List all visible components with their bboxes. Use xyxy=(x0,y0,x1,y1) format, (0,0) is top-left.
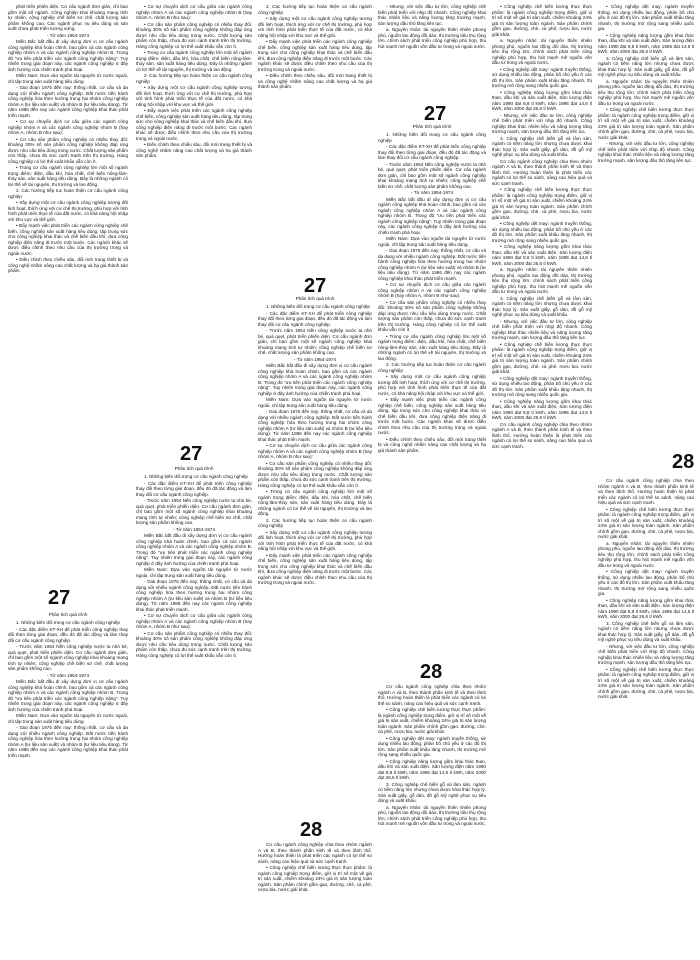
paragraph: • Xây dựng một cơ cấu ngành công nghiệp tương đối linh hoạt, thích ứng với cơ chế thị trường, phù hợp với tình hình phát triển thực tế của đất nước, có khả năng hội nhập với khu vực và thế giới. xyxy=(136,85,252,107)
paragraph: • Cơ cấu sản phẩm công nghiệp có nhiều thay đổi: khoảng 30% số sản phẩm công nghiệp không đáp ứng được nhu cầu tiêu dùng trong nước. Chất lượng sản phẩm còn thấp, chưa đủ sức cạnh tranh trên thị trường. Hàng công nghiệp có lợi thế xuất khẩu vẫn còn ít. xyxy=(258,460,372,488)
paragraph: a. Nguyên nhân: tài nguyên thiên nhiên phong phú, nguồn lao động dồi dào, thị trường tiêu thụ rộng lớn, chính sách phát triển công nghiệp phù hợp, thu hút mạnh mẽ nguồn vốn đầu tư trong và ngoài nước. xyxy=(598,78,694,106)
column-3-top xyxy=(258,4,372,272)
paragraph: 1. Những biến đổi trong cơ cấu ngành công nghiệp xyxy=(378,132,486,143)
paragraph: a. Nguyên nhân: tài nguyên thiên nhiên phong phú, nguồn lao động dồi dào, thị trường tiêu thụ rộng lớn, chính sách phát triển công nghiệp phù hợp, thu hút mạnh mẽ nguồn vốn đầu tư trong và ngoài nước. xyxy=(378,27,486,49)
paragraph: • Trong cơ cấu ngành công nghiệp lớn một số ngành trọng điểm: điện, dầu khí, hóa chất, chế biến nông-lâm-thủy sản, sản xuất hàng tiêu dùng. Đây là những ngành có lợi thế về tài nguyên, thị trường và lao động. xyxy=(258,489,372,516)
paragraph: • Trong cơ cấu ngành công nghiệp lớn một số ngành trọng điểm: điện, dầu khí, hóa chất, chế biến nông-lâm-thủy sản, sản xuất hàng tiêu dùng. Đây là những ngành có lợi thế về tài nguyên, thị trường và lao động. xyxy=(136,50,252,72)
paragraph: Miền Bắc bắt đầu đi xây dựng đơn vị cơ cấu ngành công nghiệp khá hoàn chỉnh, bao gồm cả các ngành công nghiệp nhóm A và các ngành công nghiệp nhóm B. Trong đó "ưu tiên phát triển các ngành công nghiệp nặng". Tuy nhiên trong giai đoạn này, các ngành công nghiệp ở đây ảnh hưởng của chiến tranh phá hoại. xyxy=(8,679,128,712)
paragraph: 2. Các hướng tiếp tục hoàn thiện cơ cấu ngành công nghiệp xyxy=(8,188,128,199)
paragraph: • Công nghiệp năng lượng gồm khai thác than, dầu khí và sản xuất điện. Sản lượng điện năm 1990 đạt 8,8 tỉ kWh, năm 1995 đạt 14,6 tỉ kWh, năm 2000 đạt 26,6 tỉ kWh. xyxy=(492,244,592,266)
paragraph: • Xây dựng một cơ cấu ngành công nghiệp tương đối linh hoạt, thích ứng với cơ chế thị trường, phù hợp với tình hình phát triển thực tế của đất nước, có khả năng hội nhập với khu vực và thế giới. xyxy=(378,374,486,396)
page-number-heading-b: 28 xyxy=(300,819,323,841)
paragraph: - Trước năm 1954 Nền công nghiệp nước ta nhỏ bé, quá quẹt, phát triển phiến diện. Cơ cấu ngành đơn giản, chỉ bao gồm một số ngành công nghiệp khai khoáng mang tính tự nhiên; công nghiệp chế biến sơ chế, chất lượng sản phẩm không cao. xyxy=(378,161,486,189)
paragraph: • Công nghiệp dệt may: ngành truyền thống, sử dụng nhiều lao động, phân bố chủ yếu ở các đô thị lớn. Sản phẩm xuất khẩu tăng nhanh, thị trường mở rộng sang nhiều quốc gia. xyxy=(492,375,592,397)
paragraph: Cơ cấu ngành công nghiệp chia theo nhóm ngành A và B, theo thành phần kinh tế và theo lãnh thổ. Hướng hoàn thiện là phát triển các ngành có lợi thế so sánh, nâng cao hiệu quả và sức cạnh tranh. xyxy=(492,421,592,449)
column-1-top xyxy=(8,4,128,424)
paragraph: • Trong cơ cấu ngành công nghiệp lớn một số ngành trọng điểm: điện, dầu khí, hóa chất, chế biến nông-lâm-thủy sản, sản xuất hàng tiêu dùng. Đây là những ngành có lợi thế về tài nguyên, thị trường và lao động. xyxy=(8,165,128,187)
paragraph: • Cơ cấu sản phẩm công nghiệp có nhiều thay đổi: khoảng 30% số sản phẩm công nghiệp không đáp ứng được nhu cầu tiêu dùng trong nước. Chất lượng sản phẩm còn thấp, chưa đủ sức cạnh tranh trên thị trường. Hàng công nghiệp có lợi thế xuất khẩu vẫn còn ít. xyxy=(378,299,486,332)
paragraph: 1. Những biến đổi trong cơ cấu ngành công nghiệp xyxy=(144,474,248,479)
paragraph: • Đẩy mạnh việc phát triển các ngành công nghiệp chế biến, công nghiệp sản xuất hàng tiêu dùng, tập trung sức cho công nghiệp khai thác và chế biến dầu khí, đưa công nghiệp điện năng đi trước một bước. Các ngành khác sẽ được điều chỉnh theo nhu cầu của thị trường trong và ngoài nước. xyxy=(258,39,372,72)
column-4-top xyxy=(378,4,486,100)
paragraph: • Điều chỉnh theo chiều sâu, đổi mới trang thiết bị và công nghệ nhằm nâng cao chất lượng và hạ giá thành sản phẩm. xyxy=(8,257,128,273)
section-label: Phân tích quá trình xyxy=(48,612,88,617)
column-1-bottom xyxy=(8,620,128,956)
paragraph: - Từ năm 1954-1974 xyxy=(46,672,90,678)
paragraph: a. Nguyên nhân: tài nguyên thiên nhiên phong phú, nguồn lao động dồi dào, thị trường tiêu thụ rộng lớn, chính sách phát triển công nghiệp phù hợp, thu hút mạnh mẽ nguồn vốn đầu tư trong và ngoài nước. xyxy=(492,267,592,294)
paragraph: - Từ năm 1954-1974 xyxy=(46,32,90,38)
paragraph: Miền Bắc bắt đầu đi xây dựng đơn vị cơ cấu ngành công nghiệp khá hoàn chỉnh, bao gồm cả các ngành công nghiệp nhóm A và các ngành công nghiệp nhóm B. Trong đó "ưu tiên phát triển các ngành công nghiệp nặng". Tuy nhiên trong giai đoạn này, các ngành công nghiệp ở đây ảnh hưởng của chiến tranh phá hoại. xyxy=(136,533,252,566)
paragraph: 2. Các hướng tiếp tục hoàn thiện cơ cấu ngành công nghiệp xyxy=(258,4,372,15)
paragraph: Miền Bắc bắt đầu đi xây dựng đơn vị cơ cấu ngành công nghiệp khá hoàn chỉnh, bao gồm cả các ngành công nghiệp nhóm A và các ngành công nghiệp nhóm B. Trong đó "ưu tiên phát triển các ngành công nghiệp nặng". Tuy nhiên trong giai đoạn này, các ngành công nghiệp ở đây ảnh hưởng của chiến tranh phá hoại. xyxy=(258,363,372,396)
paragraph: - Các đặc điểm KT-XH để phát triển công nghiệp thay đổi theo từng giai đoạn, đều đó đã tác động và làm thay đổi cơ cấu ngành công nghiệp. xyxy=(258,310,372,327)
paragraph: Cơ cấu ngành công nghiệp chia theo nhóm ngành A và B, theo thành phần kinh tế và theo lãnh thổ. Hướng hoàn thiện là phát triển các ngành có lợi thế so sánh, nâng cao hiệu quả và sức cạnh tranh. xyxy=(258,842,372,864)
paragraph: • Điều chỉnh theo chiều sâu, đổi mới trang thiết bị và công nghệ nhằm nâng cao chất lượng và hạ giá thành sản phẩm. xyxy=(136,142,252,158)
paragraph: - Từ năm 1954-1974 xyxy=(293,356,337,362)
column-4-mid xyxy=(378,132,486,652)
paragraph: - Nhưng, với việc đầu tư lớn, công nghiệp chế biến phát triển với nhịp độ nhanh. Công nghiệp khai thác nhiên liệu và năng lượng tăng trưởng mạnh, sản lượng dầu thô tăng liên tục. xyxy=(492,318,592,340)
paragraph: • Cơ sự chuyển dịch cơ cấu giữa các ngành công nghiệp nhóm A và các ngành công nghiệp nhóm B (hay nhóm A, nhóm B như sau): xyxy=(136,4,252,20)
paragraph: - Các đặc điểm KT-XH để phát triển công nghiệp thay đổi theo từng giai đoạn, đều đó đã tác động và làm thay đổi cơ cấu ngành công nghiệp. xyxy=(8,626,128,643)
paragraph: • Xây dựng một cơ cấu ngành công nghiệp tương đối linh hoạt, thích ứng với cơ chế thị trường, phù hợp với tình hình phát triển thực tế của đất nước, có khả năng hội nhập với khu vực và thế giới. xyxy=(258,529,372,551)
paragraph: • Cơ sự chuyển dịch cơ cấu giữa các ngành công nghiệp nhóm A và các ngành công nghiệp nhóm B (hay nhóm A, nhóm B như sau): xyxy=(8,119,128,135)
paragraph: - Từ năm 1954-1974 xyxy=(172,526,216,532)
paragraph: • Xây dựng một cơ cấu ngành công nghiệp tương đối linh hoạt, thích ứng với cơ chế thị trường, phù hợp với tình hình phát triển thực tế của đất nước, có khả năng hội nhập với khu vực và thế giới. xyxy=(8,200,128,222)
paragraph: Miền Bắc bắt đầu đi xây dựng đơn vị cơ cấu ngành công nghiệp khá hoàn chỉnh, bao gồm cả các ngành công nghiệp nhóm A và các ngành công nghiệp nhóm B. Trong đó "ưu tiên phát triển các ngành công nghiệp nặng". Tuy nhiên trong giai đoạn này, các ngành công nghiệp ở đây ảnh hưởng của chiến tranh phá hoại. xyxy=(8,39,128,72)
paragraph: - Trước năm 1954 Nền công nghiệp nước ta nhỏ bé, quá quẹt, phát triển phiến diện. Cơ cấu ngành đơn giản, chỉ bao gồm một số ngành công nghiệp khai khoáng mang tính tự nhiên; công nghiệp chế biến sơ chế, chất lượng sản phẩm không cao. xyxy=(8,644,128,671)
paragraph: Miền Nam: Dựa vào nguồn tài nguyên từ nước ngoài, chỉ tập trung sản xuất hàng tiêu dùng. xyxy=(8,713,128,724)
paragraph: • Cơ sự chuyển dịch cơ cấu giữa các ngành công nghiệp nhóm A và các ngành công nghiệp nhóm B (hay nhóm A, nhóm B như sau): xyxy=(258,443,372,459)
paragraph: • Công nghiệp chế biến lương thực thực phẩm: là ngành công nghiệp trọng điểm, giữ vị trí số một về giá trị sản xuất, chiếm khoảng 24% giá trị sản lượng toàn ngành. Sản phẩm chính gồm gạo, đường, chè, cà phê, rượu bia, nước giải khát. xyxy=(378,707,486,734)
paragraph: 3. Công nghiệp chế biến gỗ và lâm sản, ngành có tiềm năng lớn nhưng chưa được khai thác hợp lý. Sản xuất giấy, gỗ dán, đồ gỗ mỹ nghệ phục vụ tiêu dùng và xuất khẩu. xyxy=(598,620,694,642)
paragraph: • Công nghiệp dệt may: ngành truyền thống, sử dụng nhiều lao động, phân bố chủ yếu ở các đô thị lớn. Sản phẩm xuất khẩu tăng nhanh, thị trường mở rộng sang nhiều quốc gia. xyxy=(378,735,486,757)
page-number-heading: 27 xyxy=(304,275,327,297)
column-5 xyxy=(492,4,592,956)
paragraph: - Từ năm 1954-1974 xyxy=(410,190,454,195)
paragraph: Miền Nam: Dựa vào nguồn tài nguyên từ nước ngoài, chỉ tập trung sản xuất hàng tiêu dùng. xyxy=(8,73,128,84)
paragraph: • Điều chỉnh theo chiều sâu, đổi mới trang thiết bị và công nghệ nhằm nâng cao chất lượng và hạ giá thành sản phẩm. xyxy=(258,73,372,89)
paragraph: - Giai đoạn 1975 đến nay: thống nhất, cơ cấu và da dạng với nhiều ngành công nghiệp. Đất nước tiến hành công nghiệp hóa theo hướng trung hai nhóm công nghiệp nhóm A (tư liệu sản xuất) và nhóm B (tư liệu tiêu dùng). Từ năm 1986 đến nay các ngành công nghiệp khai thác phát triển mạnh. xyxy=(8,85,128,118)
paragraph: • Công nghiệp chế biến lương thực thực phẩm: là ngành công nghiệp trọng điểm, giữ vị trí số một về giá trị sản xuất, chiếm khoảng 24% giá trị sản lượng toàn ngành. Sản phẩm chính gồm gạo, đường, chè, cà phê, rượu bia, nước giải khát. xyxy=(492,341,592,374)
paragraph: - Nhưng, với việc đầu tư lớn, công nghiệp chế biến phát triển với nhịp độ nhanh. Công nghiệp khai thác nhiên liệu và năng lượng tăng trưởng mạnh, sản lượng dầu thô tăng liên tục. xyxy=(598,141,694,163)
paragraph: - Giai đoạn 1975 đến nay: thống nhất, cơ cấu và da dạng với nhiều ngành công nghiệp. Đất nước tiến hành công nghiệp hóa theo hướng trung hai nhóm công nghiệp nhóm A (tư liệu sản xuất) và nhóm B (tư liệu tiêu dùng). Từ năm 1986 đến nay các ngành công nghiệp khai thác phát triển mạnh. xyxy=(258,409,372,442)
paragraph: • Cơ cấu sản phẩm công nghiệp có nhiều thay đổi: khoảng 30% số sản phẩm công nghiệp không đáp ứng được nhu cầu tiêu dùng trong nước. Chất lượng sản phẩm còn thấp, chưa đủ sức cạnh tranh trên thị trường. Hàng công nghiệp có lợi thế xuất khẩu vẫn còn ít. xyxy=(8,136,128,164)
paragraph: • Công nghiệp chế biến lương thực thực phẩm: là ngành công nghiệp trọng điểm, giữ vị trí số một về giá trị sản xuất, chiếm khoảng 24% giá trị sản lượng toàn ngành. Sản phẩm chính gồm gạo, đường, chè, cà phê, rượu bia, nước giải khát. xyxy=(598,506,694,539)
column-4-bottom xyxy=(378,684,486,956)
paragraph: Miền Bắc bắt đầu đi xây dựng đơn vị cơ cấu ngành công nghiệp khá hoàn chỉnh, bao gồm cả các ngành công nghiệp nhóm A và các ngành công nghiệp nhóm B. Trong đó "ưu tiên phát triển các ngành công nghiệp nặng". Tuy nhiên trong giai đoạn này, các ngành công nghiệp ở đây ảnh hưởng của chiến tranh phá hoại. xyxy=(378,196,486,235)
paragraph: • Đẩy mạnh việc phát triển các ngành công nghiệp chế biến, công nghiệp sản xuất hàng tiêu dùng, tập trung sức cho công nghiệp khai thác và chế biến dầu khí, đưa công nghiệp điện năng đi trước một bước. Các ngành khác sẽ được điều chỉnh theo nhu cầu của thị trường trong và ngoài nước. xyxy=(258,552,372,585)
paragraph: Miền Nam: Dựa vào nguồn tài nguyên từ nước ngoài, chỉ tập trung sản xuất hàng tiêu dùng. xyxy=(258,397,372,408)
paragraph: 2. Các hướng tiếp tục hoàn thiện cơ cấu ngành công nghiệp xyxy=(258,517,372,528)
paragraph: • Trong cơ cấu ngành công nghiệp lớn một số ngành trọng điểm: điện, dầu khí, hóa chất, chế biến nông-lâm-thủy sản, sản xuất hàng tiêu dùng. Đây là những ngành có lợi thế về tài nguyên, thị trường và lao động. xyxy=(378,333,486,361)
paragraph: • Công nghiệp năng lượng gồm khai thác than, dầu khí và sản xuất điện. Sản lượng điện năm 1990 đạt 8,8 tỉ kWh, năm 1995 đạt 14,6 tỉ kWh, năm 2000 đạt 26,6 tỉ kWh. xyxy=(598,597,694,619)
paragraph: - Nhưng, với việc đầu tư lớn, công nghiệp chế biến phát triển với nhịp độ nhanh. Công nghiệp khai thác nhiên liệu và năng lượng tăng trưởng mạnh, sản lượng dầu thô tăng liên tục. xyxy=(598,643,694,665)
paragraph: • Đẩy mạnh việc phát triển các ngành công nghiệp chế biến, công nghiệp sản xuất hàng tiêu dùng, tập trung sức cho công nghiệp khai thác và chế biến dầu khí, đưa công nghiệp điện năng đi trước một bước. Các ngành khác sẽ được điều chỉnh theo nhu cầu của thị trường trong và ngoài nước. xyxy=(136,108,252,141)
paragraph: a. Nguyên nhân: tài nguyên thiên nhiên phong phú, nguồn lao động dồi dào, thị trường tiêu thụ rộng lớn, chính sách phát triển công nghiệp phù hợp, thu hút mạnh mẽ nguồn vốn đầu tư trong và ngoài nước. xyxy=(492,38,592,65)
page-number-heading-b: 28 xyxy=(420,661,443,683)
paragraph: 3. Công nghiệp chế biến gỗ và lâm sản, ngành có tiềm năng lớn nhưng chưa được khai thác hợp lý. Sản xuất giấy, gỗ dán, đồ gỗ mỹ nghệ phục vụ tiêu dùng và xuất khẩu. xyxy=(598,55,694,77)
paragraph: 1. Những biến đổi trong cơ cấu ngành công nghiệp xyxy=(266,304,370,309)
paragraph: • Công nghiệp năng lượng gồm khai thác than, dầu khí và sản xuất điện. Sản lượng điện năm 1990 đạt 8,8 tỉ kWh, năm 1995 đạt 14,6 tỉ kWh, năm 2000 đạt 26,6 tỉ kWh. xyxy=(378,758,486,780)
paragraph: - Trước năm 1954 Nền công nghiệp nước ta nhỏ bé, quá quẹt, phát triển phiến diện. Cơ cấu ngành đơn giản, chỉ bao gồm một số ngành công nghiệp khai khoáng mang tính tự nhiên; công nghiệp chế biến sơ chế, chất lượng sản phẩm không cao. xyxy=(136,498,252,525)
section-label: Phân tích quá trình xyxy=(174,466,214,471)
column-3-bottom xyxy=(258,842,372,956)
paragraph: • Công nghiệp năng lượng gồm khai thác than, dầu khí và sản xuất điện. Sản lượng điện năm 1990 đạt 8,8 tỉ kWh, năm 1995 đạt 14,6 tỉ kWh, năm 2000 đạt 26,6 tỉ kWh. xyxy=(492,89,592,111)
paragraph: - Giai đoạn 1975 đến nay: thống nhất, cơ cấu và da dạng với nhiều ngành công nghiệp. Đất nước tiến hành công nghiệp hóa theo hướng trung hai nhóm công nghiệp nhóm A (tư liệu sản xuất) và nhóm B (tư liệu tiêu dùng). Từ năm 1986 đến nay các ngành công nghiệp khai thác phát triển mạnh. xyxy=(378,248,486,281)
paragraph: a. Nguyên nhân: tài nguyên thiên nhiên phong phú, nguồn lao động dồi dào, thị trường tiêu thụ rộng lớn, chính sách phát triển công nghiệp phù hợp, thu hút mạnh mẽ nguồn vốn đầu tư trong và ngoài nước. xyxy=(598,540,694,568)
paragraph: • Công nghiệp dệt may: ngành truyền thống, sử dụng nhiều lao động, phân bố chủ yếu ở các đô thị lớn. Sản phẩm xuất khẩu tăng nhanh, thị trường mở rộng sang nhiều quốc gia. xyxy=(492,221,592,243)
paragraph: Cơ cấu ngành công nghiệp chia theo nhóm ngành A và B, theo thành phần kinh tế và theo lãnh thổ. Hướng hoàn thiện là phát triển các ngành có lợi thế so sánh, nâng cao hiệu quả và sức cạnh tranh. xyxy=(598,478,694,505)
paragraph: - Nhưng, với việc đầu tư lớn, công nghiệp chế biến phát triển với nhịp độ nhanh. Công nghiệp khai thác nhiên liệu và năng lượng tăng trưởng mạnh, sản lượng dầu thô tăng liên tục. xyxy=(492,112,592,134)
paragraph: Cơ cấu ngành công nghiệp chia theo nhóm ngành A và B, theo thành phần kinh tế và theo lãnh thổ. Hướng hoàn thiện là phát triển các ngành có lợi thế so sánh, nâng cao hiệu quả và sức cạnh tranh. xyxy=(378,684,486,706)
page-number-heading: 27 xyxy=(48,587,71,609)
paragraph: • Công nghiệp dệt may: ngành truyền thống, sử dụng nhiều lao động, phân bố chủ yếu ở các đô thị lớn. Sản phẩm xuất khẩu tăng nhanh, thị trường mở rộng sang nhiều quốc gia. xyxy=(598,4,694,31)
paragraph: • Công nghiệp dệt may: ngành truyền thống, sử dụng nhiều lao động, phân bố chủ yếu ở các đô thị lớn. Sản phẩm xuất khẩu tăng nhanh, thị trường mở rộng sang nhiều quốc gia. xyxy=(492,66,592,88)
page-number-heading: 27 xyxy=(424,103,447,125)
paragraph: - Giai đoạn 1975 đến nay: thống nhất, cơ cấu và da dạng với nhiều ngành công nghiệp. Đất nước tiến hành công nghiệp hóa theo hướng trung hai nhóm công nghiệp nhóm A (tư liệu sản xuất) và nhóm B (tư liệu tiêu dùng). Từ năm 1986 đến nay các ngành công nghiệp khai thác phát triển mạnh. xyxy=(8,725,128,758)
paragraph: • Công nghiệp chế biến lương thực thực phẩm: là ngành công nghiệp trọng điểm, giữ vị trí số một về giá trị sản xuất, chiếm khoảng 24% giá trị sản lượng toàn ngành. Sản phẩm chính gồm gạo, đường, chè, cà phê, rượu bia, nước giải khát. xyxy=(598,666,694,699)
column-2-bottom xyxy=(136,474,252,956)
paragraph: - Nhưng, với việc đầu tư lớn, công nghiệp chế biến phát triển với nhịp độ nhanh. Công nghiệp khai thác nhiên liệu và năng lượng tăng trưởng mạnh, sản lượng dầu thô tăng liên tục. xyxy=(378,4,486,26)
paragraph: 2. Các hướng tiếp tục hoàn thiện cơ cấu ngành công nghiệp xyxy=(136,73,252,84)
paragraph: - Các đặc điểm KT-XH để phát triển công nghiệp thay đổi theo từng giai đoạn, đều đó đã tác động và làm thay đổi cơ cấu ngành công nghiệp. xyxy=(136,480,252,497)
paragraph: • Công nghiệp dệt may: ngành truyền thống, sử dụng nhiều lao động, phân bố chủ yếu ở các đô thị lớn. Sản phẩm xuất khẩu tăng nhanh, thị trường mở rộng sang nhiều quốc gia. xyxy=(598,569,694,596)
paragraph: • Công nghiệp chế biến lương thực thực phẩm: là ngành công nghiệp trọng điểm, giữ vị trí số một về giá trị sản xuất, chiếm khoảng 24% giá trị sản lượng toàn ngành. Sản phẩm chính gồm gạo, đường, chè, cà phê, rượu bia, nước giải khát. xyxy=(492,187,592,220)
paragraph: • Công nghiệp năng lượng gồm khai thác than, dầu khí và sản xuất điện. Sản lượng điện năm 1990 đạt 8,8 tỉ kWh, năm 1995 đạt 14,6 tỉ kWh, năm 2000 đạt 26,6 tỉ kWh. xyxy=(598,32,694,54)
page-number-heading-b: 28 xyxy=(672,451,695,473)
paragraph: • Cơ cấu sản phẩm công nghiệp có nhiều thay đổi: khoảng 30% số sản phẩm công nghiệp không đáp ứng được nhu cầu tiêu dùng trong nước. Chất lượng sản phẩm còn thấp, chưa đủ sức cạnh tranh trên thị trường. Hàng công nghiệp có lợi thế xuất khẩu vẫn còn ít. xyxy=(136,630,252,658)
paragraph: • Cơ sự chuyển dịch cơ cấu giữa các ngành công nghiệp nhóm A và các ngành công nghiệp nhóm B (hay nhóm A, nhóm B như sau): xyxy=(378,282,486,298)
paragraph: Miền Nam: Dựa vào nguồn tài nguyên từ nước ngoài, chỉ tập trung sản xuất hàng tiêu dùng. xyxy=(136,567,252,578)
paragraph: 3. Công nghiệp chế biến gỗ và lâm sản, ngành có tiềm năng lớn nhưng chưa được khai thác hợp lý. Sản xuất giấy, gỗ dán, đồ gỗ mỹ nghệ phục vụ tiêu dùng và xuất khẩu. xyxy=(378,781,486,803)
paragraph: • Công nghiệp năng lượng gồm khai thác than, dầu khí và sản xuất điện. Sản lượng điện năm 1990 đạt 8,8 tỉ kWh, năm 1995 đạt 14,6 tỉ kWh, năm 2000 đạt 26,6 tỉ kWh. xyxy=(492,398,592,420)
paragraph: 1. Những biến đổi trong cơ cấu ngành công nghiệp xyxy=(16,620,120,625)
paragraph: • Đẩy mạnh việc phát triển các ngành công nghiệp chế biến, công nghiệp sản xuất hàng tiêu dùng, tập trung sức cho công nghiệp khai thác và chế biến dầu khí, đưa công nghiệp điện năng đi trước một bước. Các ngành khác sẽ được điều chỉnh theo nhu cầu của thị trường trong và ngoài nước. xyxy=(8,223,128,256)
paragraph: • Công nghiệp chế biến lương thực thực phẩm: là ngành công nghiệp trọng điểm, giữ vị trí số một về giá trị sản xuất, chiếm khoảng 24% giá trị sản lượng toàn ngành. Sản phẩm chính gồm gạo, đường, chè, cà phê, rượu bia, nước giải khát. xyxy=(598,107,694,140)
paragraph: - Giai đoạn 1975 đến nay: thống nhất, cơ cấu và da dạng với nhiều ngành công nghiệp. Đất nước tiến hành công nghiệp hóa theo hướng trung hai nhóm công nghiệp nhóm A (tư liệu sản xuất) và nhóm B (tư liệu tiêu dùng). Từ năm 1986 đến nay các ngành công nghiệp khai thác phát triển mạnh. xyxy=(136,579,252,612)
paragraph: - Các đặc điểm KT-XH để phát triển công nghiệp thay đổi theo từng giai đoạn, đều đó đã tác động và làm thay đổi cơ cấu ngành công nghiệp. xyxy=(378,144,486,160)
paragraph: Miền Nam: Dựa vào nguồn tài nguyên từ nước ngoài, chỉ tập trung sản xuất hàng tiêu dùng. xyxy=(378,236,486,247)
paragraph: phát triển phiến diện. Cơ cấu ngành đơn giản, chỉ bao gồm một số ngành. Công nghiệp khai khoáng mang tính tự nhiên, công nghiệp chế biến sơ chế, chất lượng sản phẩm không cao. Các ngành phục vụ tiêu dùng và sản xuất chưa phát triển tương xứng. xyxy=(8,4,128,31)
paragraph: 2. Các hướng tiếp tục hoàn thiện cơ cấu ngành công nghiệp xyxy=(378,362,486,373)
paragraph: - Trước năm 1954 Nền công nghiệp nước ta nhỏ bé, quá quẹt, phát triển phiến diện. Cơ cấu ngành đơn giản, chỉ bao gồm một số ngành công nghiệp khai khoáng mang tính tự nhiên; công nghiệp chế biến sơ chế, chất lượng sản phẩm không cao. xyxy=(258,328,372,355)
paragraph: • Xây dựng một cơ cấu ngành công nghiệp tương đối linh hoạt, thích ứng với cơ chế thị trường, phù hợp với tình hình phát triển thực tế của đất nước, có khả năng hội nhập với khu vực và thế giới. xyxy=(258,16,372,38)
paragraph: Cơ cấu ngành công nghiệp chia theo nhóm ngành A và B, theo thành phần kinh tế và theo lãnh thổ. Hướng hoàn thiện là phát triển các ngành có lợi thế so sánh, nâng cao hiệu quả và sức cạnh tranh. xyxy=(492,158,592,186)
page-number-heading: 27 xyxy=(180,443,203,465)
paragraph: • Công nghiệp chế biến lương thực thực phẩm: là ngành công nghiệp trọng điểm, giữ vị trí số một về giá trị sản xuất, chiếm khoảng 24% giá trị sản lượng toàn ngành. Sản phẩm chính gồm gạo, đường, chè, cà phê, rượu bia, nước giải khát. xyxy=(258,865,372,892)
paragraph: • Cơ cấu sản phẩm công nghiệp có nhiều thay đổi: khoảng 30% số sản phẩm công nghiệp không đáp ứng được nhu cầu tiêu dùng trong nước. Chất lượng sản phẩm còn thấp, chưa đủ sức cạnh tranh trên thị trường. Hàng công nghiệp có lợi thế xuất khẩu vẫn còn ít. xyxy=(136,21,252,49)
paragraph: • Điều chỉnh theo chiều sâu, đổi mới trang thiết bị và công nghệ nhằm nâng cao chất lượng và hạ giá thành sản phẩm. xyxy=(378,436,486,453)
paragraph: 3. Công nghiệp chế biến gỗ và lâm sản, ngành có tiềm năng lớn nhưng chưa được khai thác hợp lý. Sản xuất giấy, gỗ dán, đồ gỗ mỹ nghệ phục vụ tiêu dùng và xuất khẩu. xyxy=(492,135,592,157)
paragraph: 3. Công nghiệp chế biến gỗ và lâm sản, ngành có tiềm năng lớn nhưng chưa được khai thác hợp lý. Sản xuất giấy, gỗ dán, đồ gỗ mỹ nghệ phục vụ tiêu dùng và xuất khẩu. xyxy=(492,295,592,317)
section-label: Phân tích quá trình xyxy=(295,296,335,301)
paragraph: • Công nghiệp chế biến lương thực thực phẩm: là ngành công nghiệp trọng điểm, giữ vị trí số một về giá trị sản xuất, chiếm khoảng 24% giá trị sản lượng toàn ngành. Sản phẩm chính gồm gạo, đường, chè, cà phê, rượu bia, nước giải khát. xyxy=(492,4,592,37)
paragraph: a. Nguyên nhân: tài nguyên thiên nhiên phong phú, nguồn lao động dồi dào, thị trường tiêu thụ rộng lớn, chính sách phát triển công nghiệp phù hợp, thu hút mạnh mẽ nguồn vốn đầu tư trong và ngoài nước. xyxy=(378,804,486,826)
column-6-top xyxy=(598,4,694,456)
column-3-mid xyxy=(258,304,372,804)
paragraph: • Đẩy mạnh việc phát triển các ngành công nghiệp chế biến, công nghiệp sản xuất hàng tiêu dùng, tập trung sức cho công nghiệp khai thác và chế biến dầu khí, đưa công nghiệp điện năng đi trước một bước. Các ngành khác sẽ được điều chỉnh theo nhu cầu của thị trường trong và ngoài nước. xyxy=(378,397,486,435)
section-label: Phân tích quá trình xyxy=(412,124,452,129)
paragraph: • Cơ sự chuyển dịch cơ cấu giữa các ngành công nghiệp nhóm A và các ngành công nghiệp nhóm B (hay nhóm A, nhóm B như sau): xyxy=(136,613,252,629)
column-6-bottom xyxy=(598,478,694,956)
column-2-top xyxy=(136,4,252,434)
